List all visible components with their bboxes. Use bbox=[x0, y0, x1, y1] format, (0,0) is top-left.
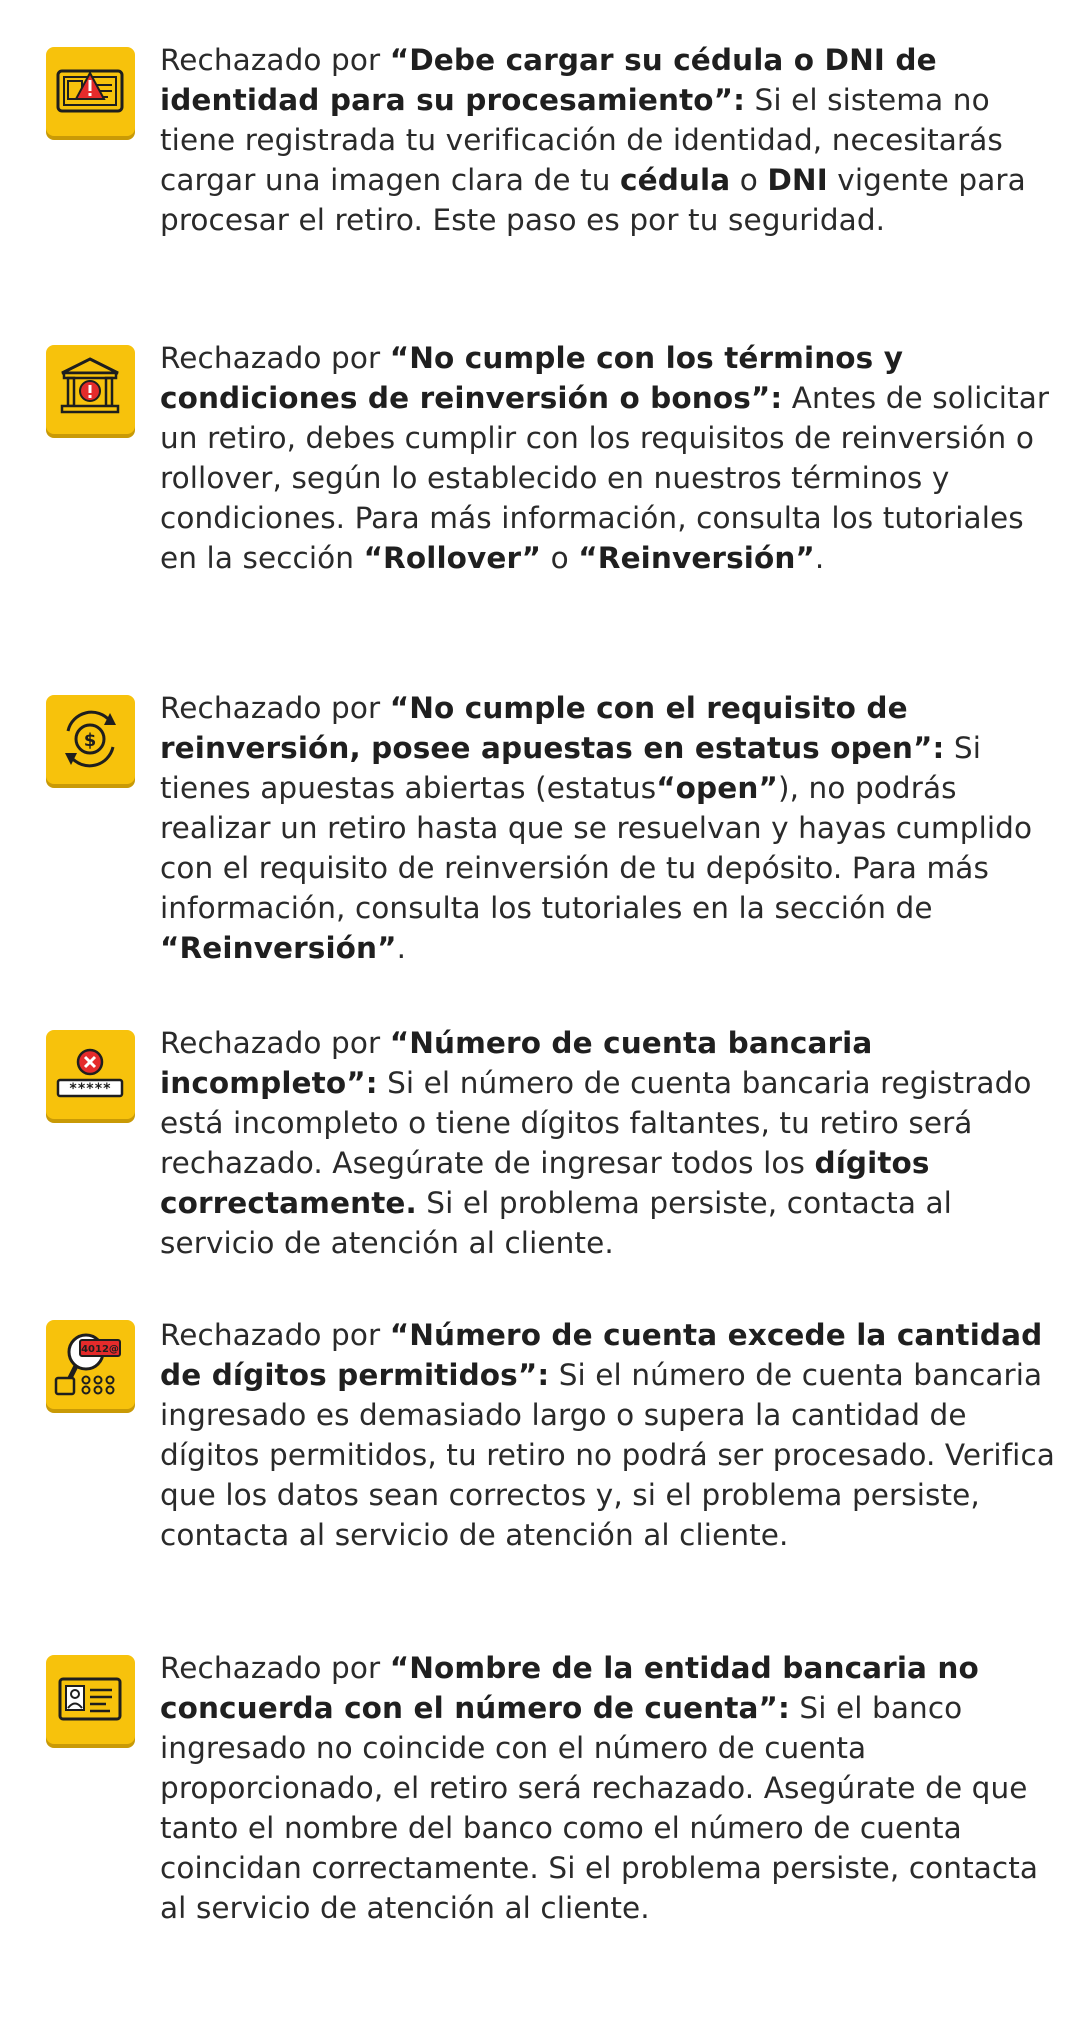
item-emphasis: dígitos correctamente. bbox=[160, 1146, 930, 1220]
item-body: Antes de solicitar un retiro, debes cumplir con los requisitos de reinversión o rollover, según lo establecido en nuestros términos y condiciones. Para más información, consulta los tutoriales en la sección bbox=[160, 381, 1050, 575]
item-body: Si el número de cuenta bancaria ingresado es demasiado largo o supera la cantidad de dígitos permitidos, tu retiro no podrá ser procesado. Verifica que los datos sean correctos y, si el problema persiste, contacta al servicio de atención al cliente. bbox=[160, 1358, 1055, 1552]
item-title: “Número de cuenta excede la cantidad de dígitos permitidos”: bbox=[160, 1318, 1043, 1392]
item-prefix: Rechazado por bbox=[160, 1651, 390, 1685]
item-body: Si el problema persiste, contacta al servicio de atención al cliente. bbox=[160, 1186, 952, 1260]
profile-card-icon bbox=[46, 1655, 135, 1744]
item-emphasis: DNI bbox=[767, 163, 828, 197]
item-title: “Número de cuenta bancaria incompleto”: bbox=[160, 1026, 873, 1100]
item-body: Si tienes apuestas abiertas (estatus bbox=[160, 731, 982, 805]
bank-warning-icon bbox=[46, 345, 135, 434]
coin-cycle-icon bbox=[46, 695, 135, 784]
item-prefix: Rechazado por bbox=[160, 691, 390, 725]
item-body: vigente para procesar el retiro. Este paso es por tu seguridad. bbox=[160, 163, 1026, 237]
item-text bbox=[160, 688, 1060, 968]
id-card-warning-icon bbox=[46, 47, 135, 136]
item-title: “Nombre de la entidad bancaria no concuerda con el número de cuenta”: bbox=[160, 1651, 979, 1725]
svg-text:*****: ***** bbox=[68, 1081, 112, 1097]
item-body: ), no podrás realizar un retiro hasta que se resuelvan y hayas cumplido con el requisito de reinversión de tu depósito. Para más información, consulta los tutoriales en la sección de bbox=[160, 771, 1033, 925]
item-title: “No cumple con los términos y condiciones de reinversión o bonos”: bbox=[160, 341, 904, 415]
item-title: “Debe cargar su cédula o DNI de identidad para su procesamiento”: bbox=[160, 43, 937, 117]
icon-label: 4012@ bbox=[81, 1344, 119, 1355]
item-prefix: Rechazado por bbox=[160, 43, 390, 77]
item-title: “No cumple con el requisito de reinversión, posee apuestas en estatus open”: bbox=[160, 691, 945, 765]
item-emphasis: “open” bbox=[656, 771, 778, 805]
incomplete-password-icon bbox=[46, 1030, 135, 1119]
item-text bbox=[160, 40, 1060, 240]
item-prefix: Rechazado por bbox=[160, 1026, 390, 1060]
svg-text:$: $ bbox=[83, 730, 97, 751]
item-text bbox=[160, 1648, 1060, 1928]
item-body: Si el banco ingresado no coincide con el número de cuenta proporcionado, el retiro será rechazado. Asegúrate de que tanto el nombre del banco como el número de cuenta coincidan correctamente. Si el problema persiste, contacta al servicio de atención al cliente. bbox=[160, 1691, 1039, 1925]
item-emphasis: cédula bbox=[620, 163, 731, 197]
account-number-search-icon bbox=[46, 1320, 135, 1409]
item-prefix: Rechazado por bbox=[160, 1318, 390, 1352]
item-body: Si el número de cuenta bancaria registrado está incompleto o tiene dígitos faltantes, tu retiro será rechazado. Asegúrate de ingresar todos los bbox=[160, 1066, 1032, 1180]
item-body: Si el sistema no tiene registrada tu verificación de identidad, necesitarás cargar una imagen clara de tu bbox=[160, 83, 1003, 197]
item-prefix: Rechazado por bbox=[160, 341, 390, 375]
item-emphasis: “Reinversión” bbox=[578, 541, 815, 575]
item-emphasis: “Reinversión” bbox=[160, 931, 397, 965]
item-body: . bbox=[396, 931, 407, 965]
item-body: o bbox=[730, 163, 768, 197]
item-text bbox=[160, 1315, 1060, 1555]
item-text bbox=[160, 1023, 1060, 1263]
item-text bbox=[160, 338, 1060, 578]
item-body: . bbox=[814, 541, 825, 575]
item-emphasis: “Rollover” bbox=[363, 541, 542, 575]
item-body: o bbox=[541, 541, 579, 575]
